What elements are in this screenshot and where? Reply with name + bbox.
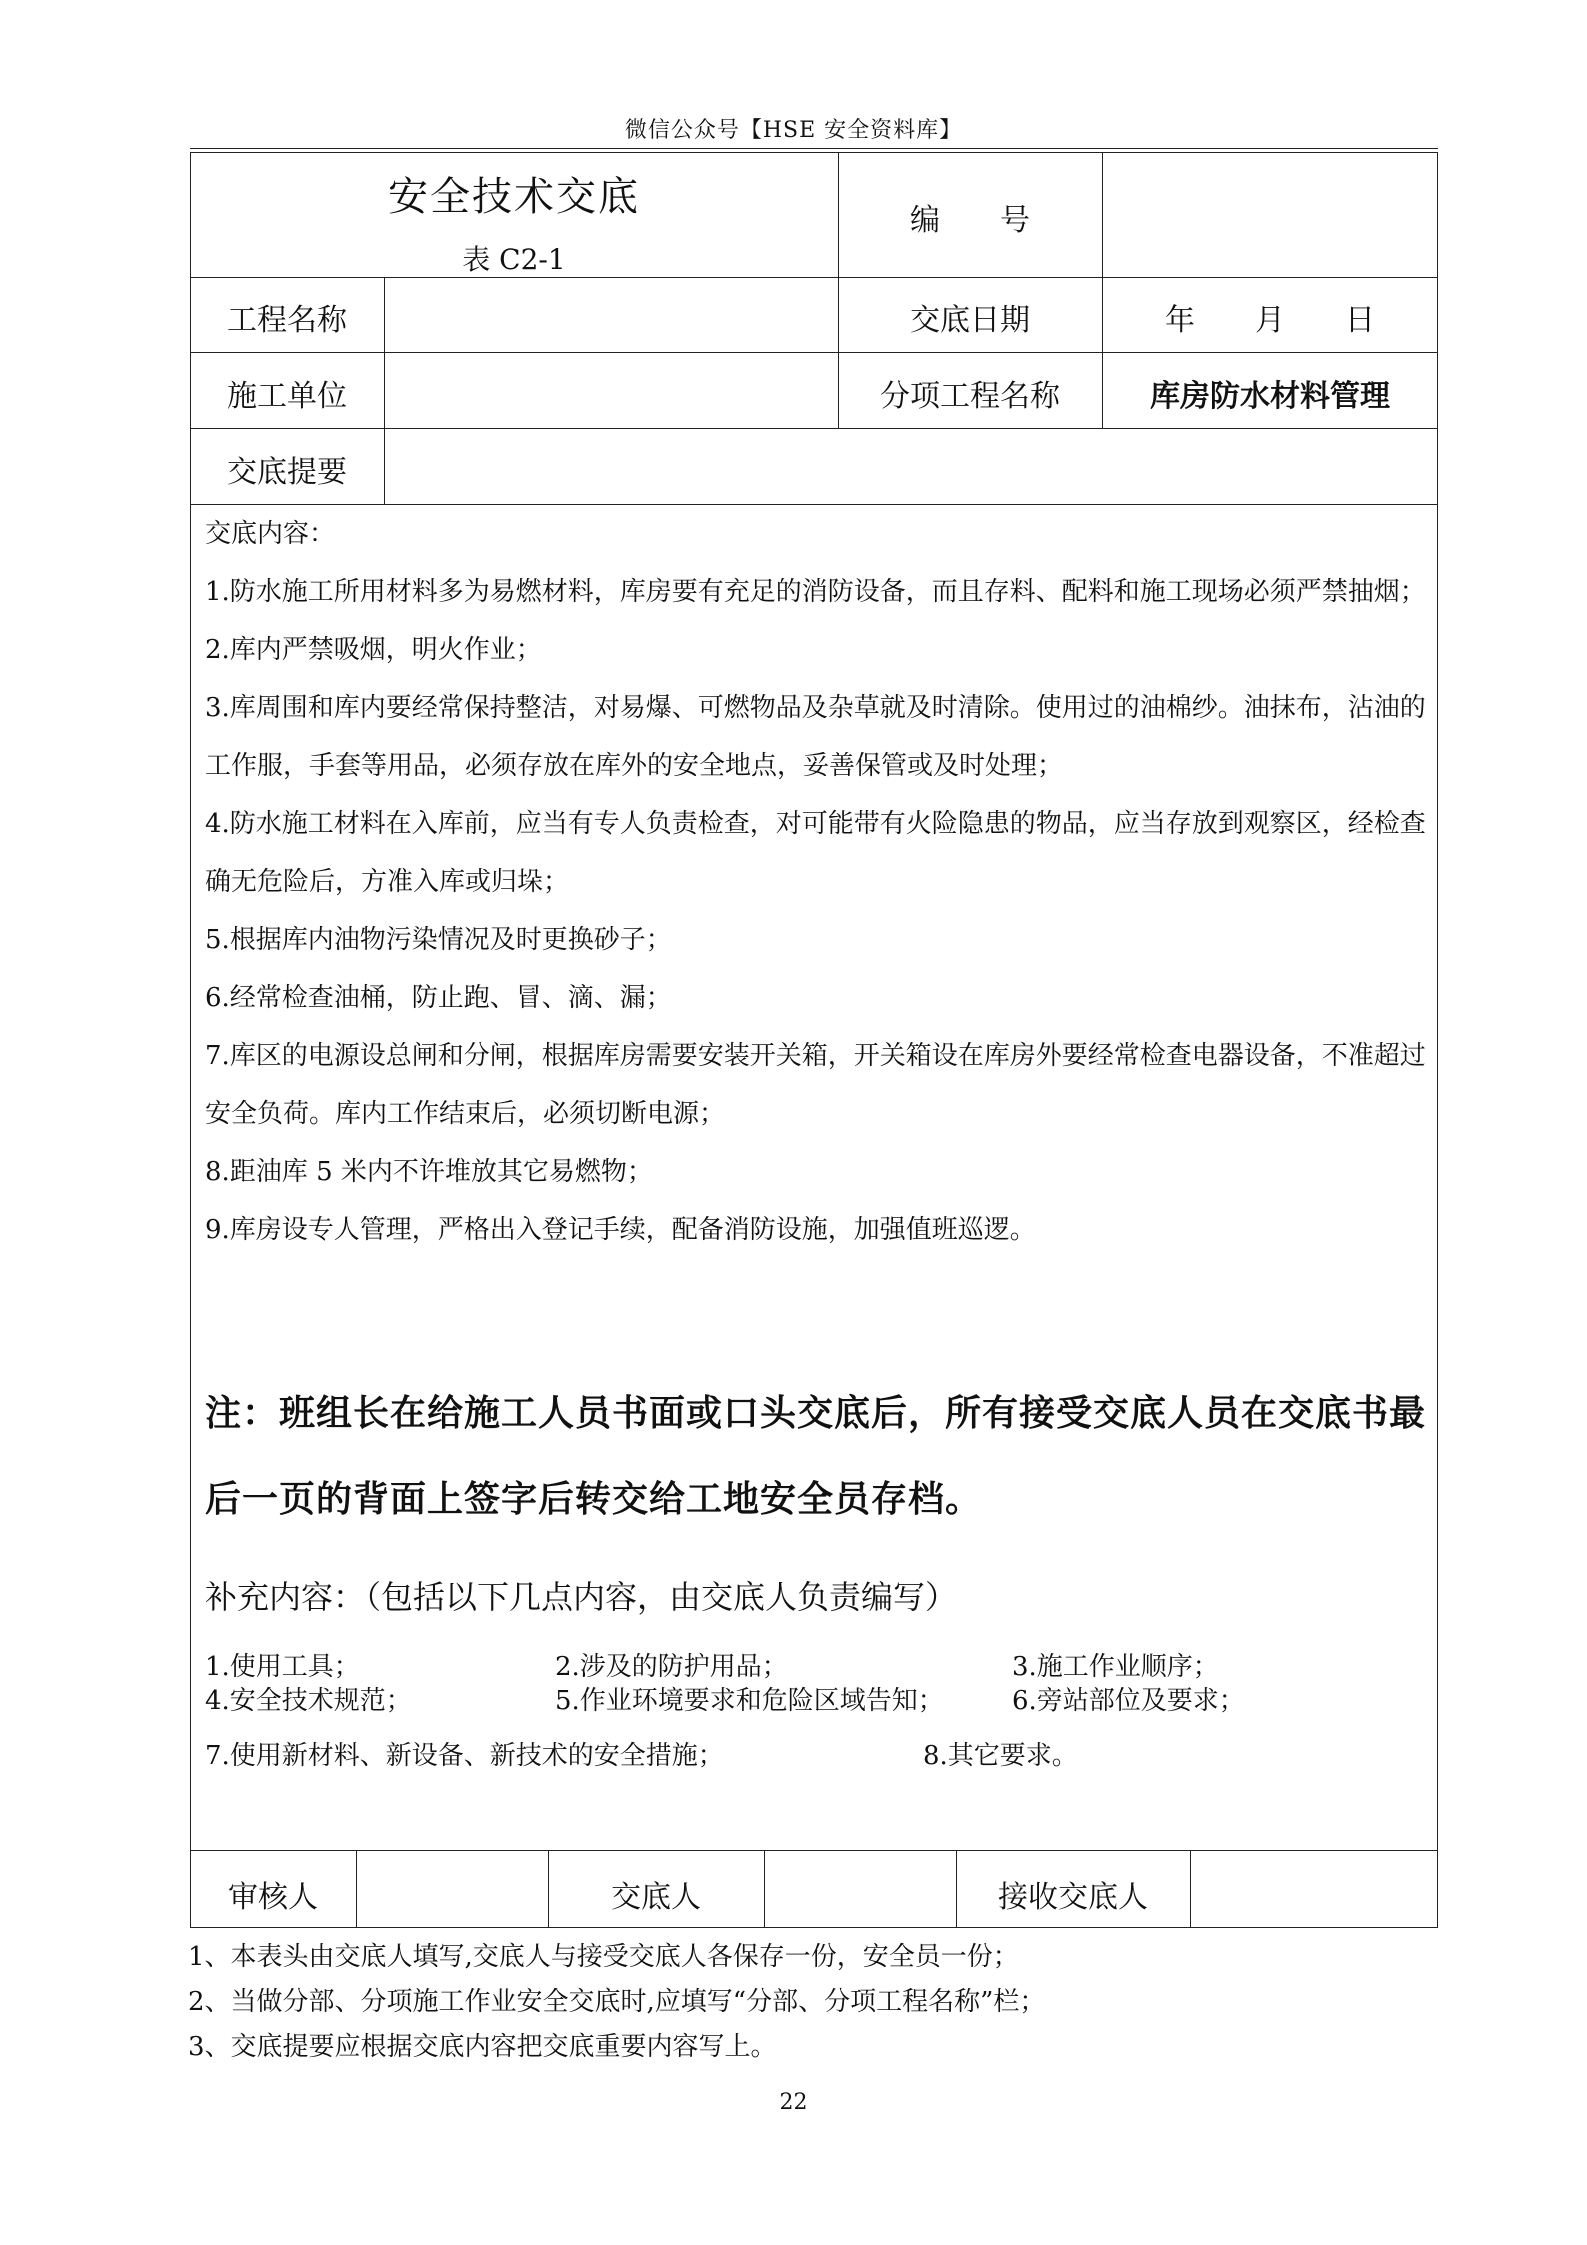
content-heading: 交底内容： xyxy=(205,519,336,549)
page-number: 22 xyxy=(779,2090,808,2115)
content-item: 3.库周围和库内要经常保持整洁，对易爆、可燃物品及杂草就及时清除。使用过的油棉纱。油抹布，沾油的工作服，手套等用品，必须存放在库外的安全地点，妥善保管或及时处理； xyxy=(205,693,1426,781)
disclosure-note: 注：班组长在给施工人员书面或口头交底后，所有接受交底人员在交底书最后一页的背面上签字后转交给工地安全员存档。 xyxy=(205,1392,1427,1520)
supplement-item: 2.涉及的防护用品； xyxy=(555,1652,788,1682)
summary-label: 交底提要 xyxy=(227,455,347,490)
header-rule xyxy=(190,148,1438,149)
content-item: 8.距油库 5 米内不许堆放其它易燃物； xyxy=(205,1157,653,1187)
subproject-value[interactable]: 库房防水材料管理 xyxy=(1150,379,1390,414)
content-item: 2.库内严禁吸烟，明火作业； xyxy=(205,635,542,665)
row-divider xyxy=(190,428,1438,429)
supplement-title: 补充内容：（包括以下几点内容，由交底人负责编写） xyxy=(205,1578,958,1616)
content-item: 5.根据库内油物污染情况及时更换砂子； xyxy=(205,925,672,955)
content-item: 6.经常检查油桶，防止跑、冒、滴、漏； xyxy=(205,983,672,1013)
content-item: 7.库区的电源设总闸和分闸，根据库房需要安装开关箱，开关箱设在库房外要经常检查电器设备，不准超过安全负荷。库内工作结束后，必须切断电源； xyxy=(205,1041,1426,1129)
col-divider xyxy=(384,277,385,504)
footnote: 3、交底提要应根据交底内容把交底重要内容写上。 xyxy=(188,2032,777,2062)
footnote: 2、当做分部、分项施工作业安全交底时,应填写“分部、分项工程名称”栏； xyxy=(188,1987,1046,2017)
footnote: 1、本表头由交底人填写,交底人与接受交底人各保存一份，安全员一份； xyxy=(188,1942,1019,1972)
discloser-label: 交底人 xyxy=(611,1880,701,1915)
supplement-item: 3.施工作业顺序； xyxy=(1012,1652,1219,1682)
subproject-label: 分项工程名称 xyxy=(880,379,1060,414)
date-field[interactable]: 年 月 日 xyxy=(1165,303,1375,338)
content-item: 1.防水施工所用材料多为易燃材料，库房要有充足的消防设备，而且存料、配料和施工现场必须严禁抽烟； xyxy=(205,577,1426,607)
supplement-item: 6.旁站部位及要求； xyxy=(1012,1686,1245,1716)
col-divider xyxy=(1190,1850,1191,1928)
number-label: 编 号 xyxy=(910,203,1030,238)
col-divider xyxy=(764,1850,765,1928)
form-code: 表 C2-1 xyxy=(462,243,566,276)
signature-row-top xyxy=(190,1850,1438,1851)
footnotes xyxy=(188,1935,1045,2070)
col-divider xyxy=(356,1850,357,1928)
page-header: 微信公众号【HSE 安全资料库】 xyxy=(624,118,963,143)
content-item: 9.库房设专人管理，严格出入登记手续，配备消防设施，加强值班巡逻。 xyxy=(205,1215,1036,1245)
unit-label: 施工单位 xyxy=(227,379,347,414)
form-title: 安全技术交底 xyxy=(388,174,640,220)
row-divider xyxy=(190,352,1438,353)
supplement-item: 4.安全技术规范； xyxy=(205,1686,412,1716)
supplement-item: 5.作业环境要求和危险区域告知； xyxy=(555,1686,944,1716)
receiver-label: 接收交底人 xyxy=(998,1880,1148,1915)
reviewer-label: 审核人 xyxy=(228,1880,318,1915)
supplement-item: 7.使用新材料、新设备、新技术的安全措施； xyxy=(205,1741,724,1771)
content-item: 4.防水施工材料在入库前，应当有专人负责检查，对可能带有火险隐患的物品，应当存放到观察区，经检查确无危险后，方准入库或归垛； xyxy=(205,809,1426,897)
date-label: 交底日期 xyxy=(910,303,1030,338)
supplement-item: 1.使用工具； xyxy=(205,1652,360,1682)
supplement-item: 8.其它要求。 xyxy=(923,1741,1078,1771)
project-name-label: 工程名称 xyxy=(227,303,347,338)
disclosure-content xyxy=(205,505,1430,1259)
